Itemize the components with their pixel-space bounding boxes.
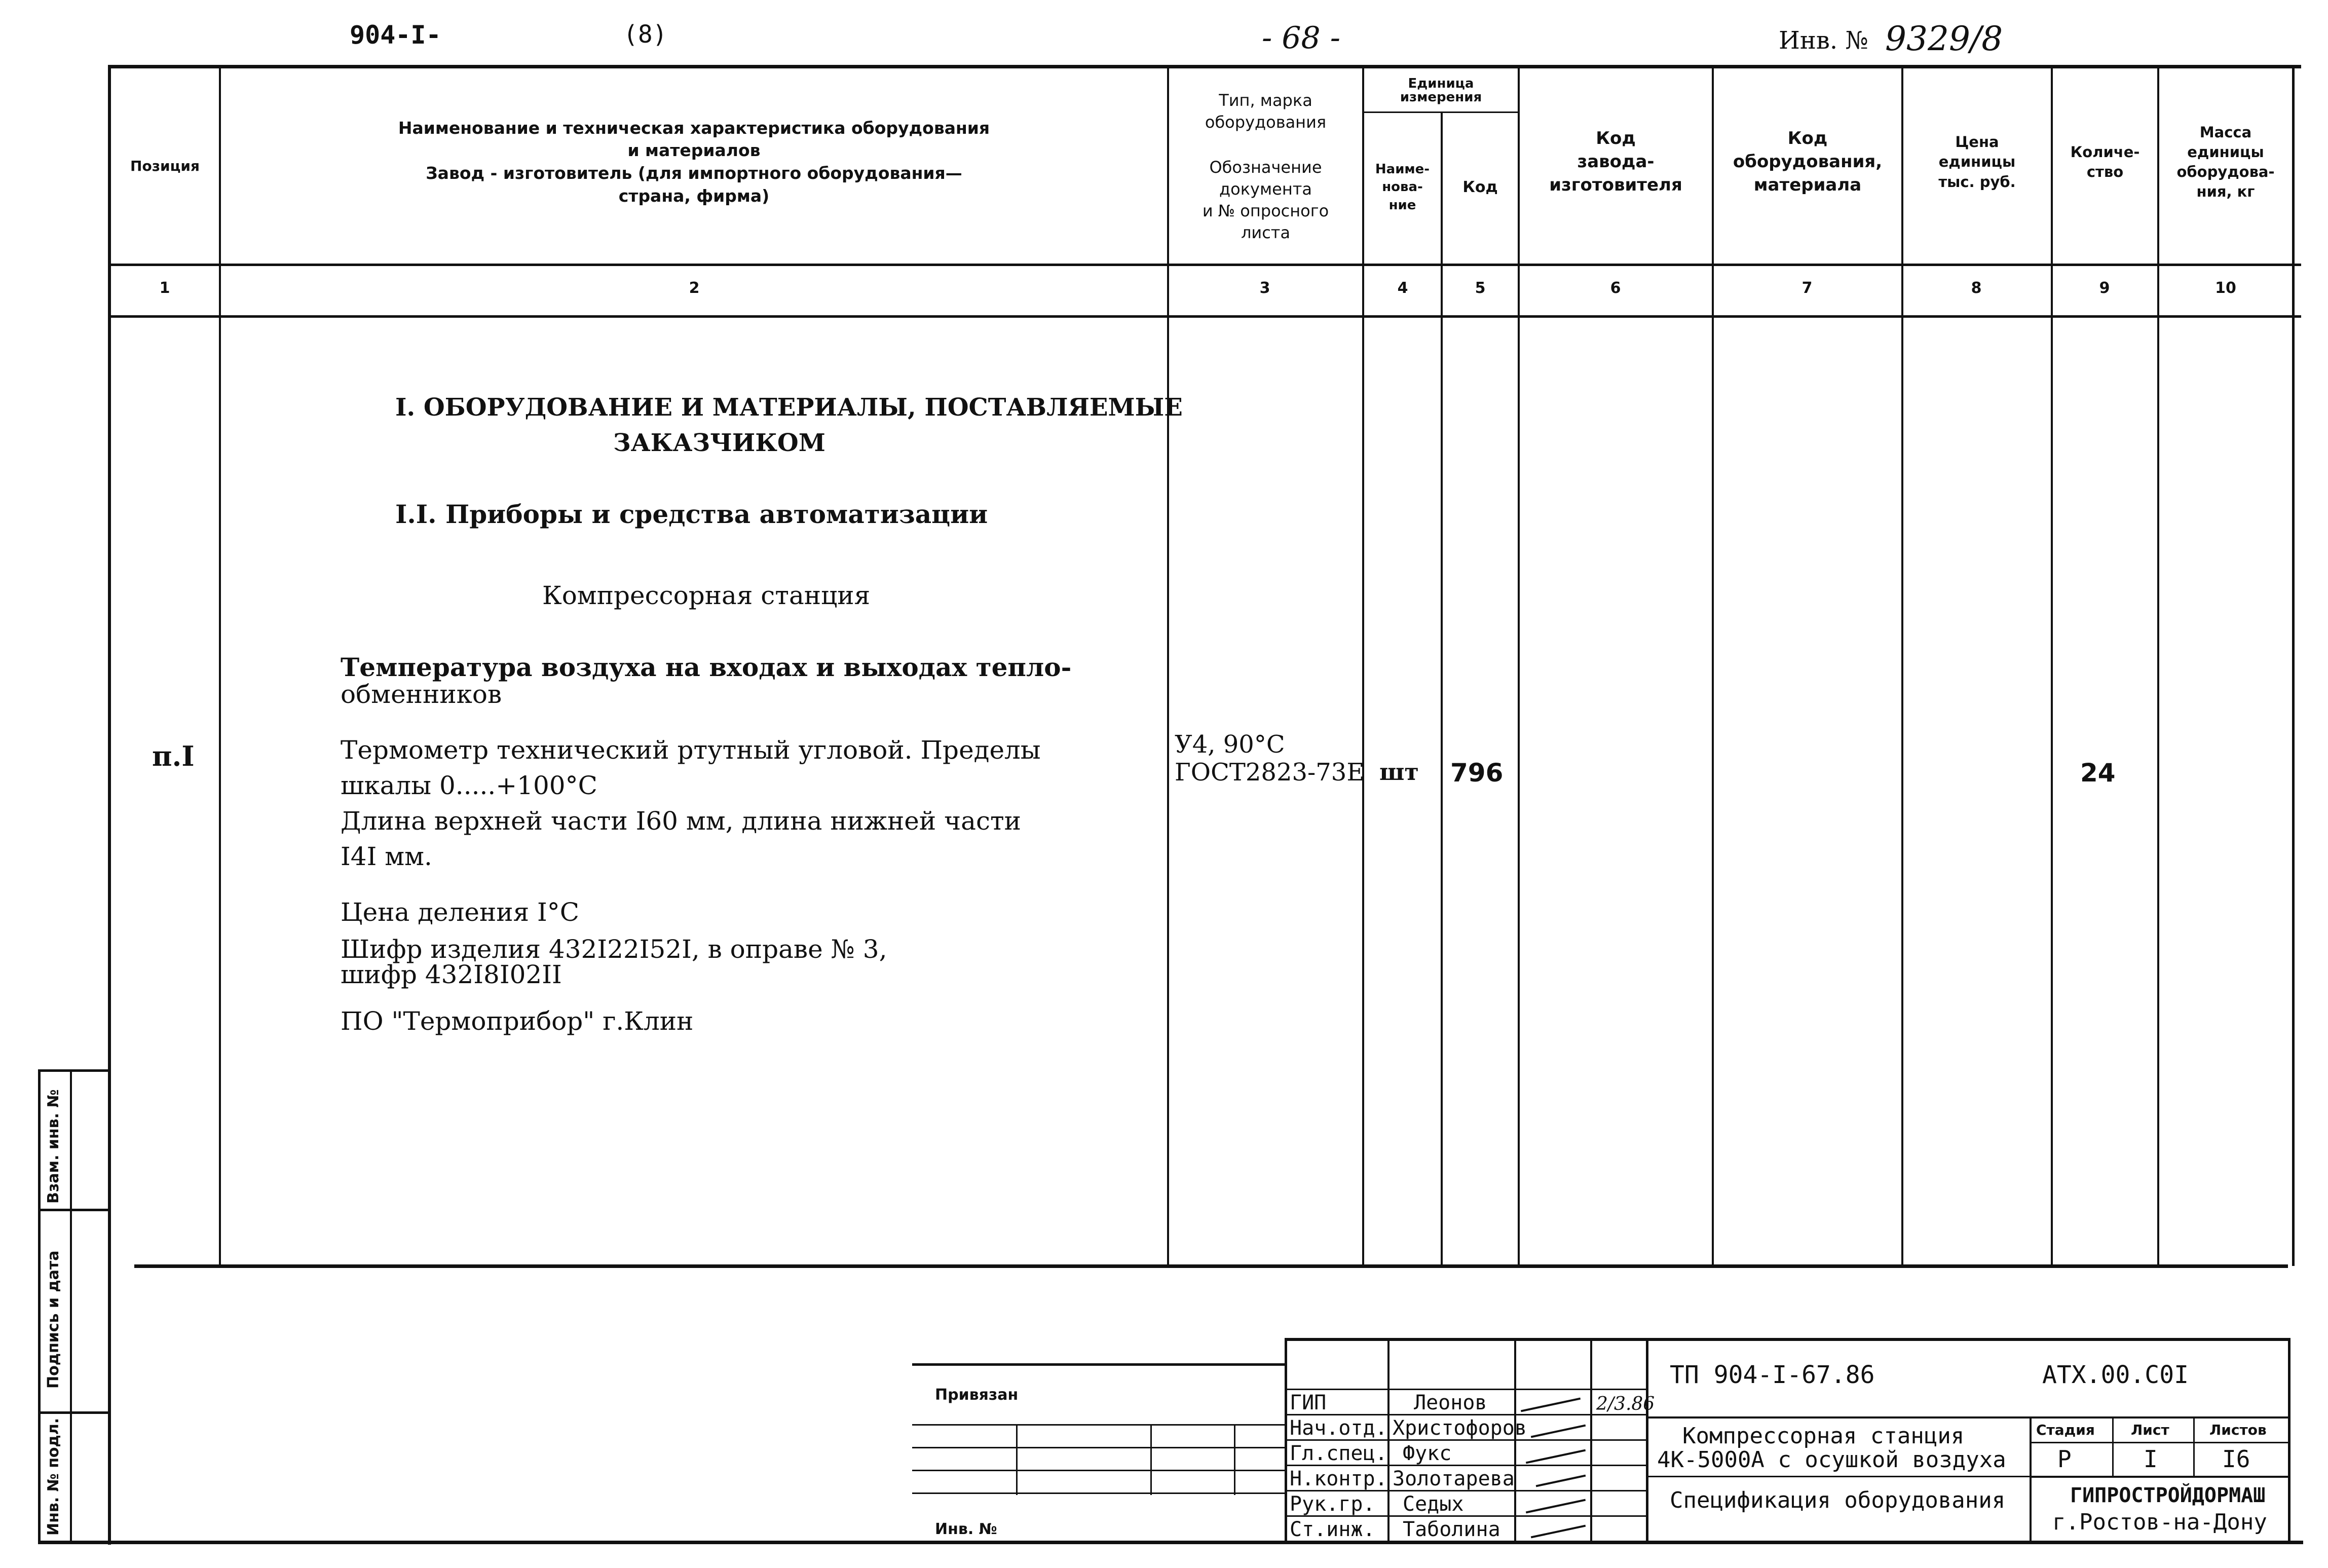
stage-row <box>2030 1442 2291 1443</box>
inventory-number: 9329/8 <box>1885 19 2003 58</box>
col-1-2 <box>219 65 221 1266</box>
person-name: Леонов <box>1414 1391 1487 1414</box>
col-number: 3 <box>1259 279 1270 297</box>
unit-group-divider <box>1362 111 1520 113</box>
col-5-6 <box>1518 65 1520 1266</box>
stage-value: Р <box>2057 1445 2072 1473</box>
side-stamp-left <box>38 1069 41 1543</box>
document-mark: АТХ.00.С0I <box>2042 1361 2189 1389</box>
group-title: Температура воздуха на входах и выходах тепло- <box>341 652 1072 682</box>
body-bottom-border <box>134 1264 2288 1268</box>
frame-right <box>2292 65 2295 1266</box>
stage-col <box>2112 1416 2114 1477</box>
col-9-10 <box>2157 65 2159 1266</box>
sheets-value: I6 <box>2222 1445 2250 1473</box>
sheet-value: I <box>2144 1445 2158 1473</box>
binding-row <box>912 1447 1287 1448</box>
signature-date-label: Подпись и дата <box>45 1250 62 1389</box>
type-designation: У4, 90°С <box>1175 730 1285 759</box>
role-label: Нач.отд. <box>1290 1416 1387 1440</box>
signature-mark <box>1521 1398 1581 1412</box>
item-description: шкалы 0.....+100°С <box>341 771 597 800</box>
original-inventory-label: Инв. № подл. <box>45 1417 62 1536</box>
sheet-title: Спецификация оборудования <box>1670 1487 2006 1513</box>
section-title: I. ОБОРУДОВАНИЕ И МАТЕРИАЛЫ, ПОСТАВЛЯЕМЫЕ <box>395 393 1183 422</box>
sig-row <box>1285 1389 1648 1390</box>
side-stamp-div2 <box>38 1411 109 1414</box>
unit-code: 796 <box>1450 758 1504 788</box>
person-name: Таболина <box>1403 1518 1500 1541</box>
header-maker-code: Код завода- изготовителя <box>1549 128 1682 195</box>
role-label: Гл.спец. <box>1290 1442 1387 1465</box>
frame-left <box>108 65 111 1545</box>
col-3-4 <box>1362 65 1364 1266</box>
role-label: ГИП <box>1290 1391 1327 1414</box>
quantity-value: 24 <box>2080 758 2116 788</box>
subsection-title: I.I. Приборы и средства автоматизации <box>395 499 988 529</box>
side-stamp-mid <box>70 1069 72 1543</box>
document-code: ТП 904-I-67.86 <box>1670 1361 1875 1389</box>
manufacturer: ПО "Термоприбор" г.Клин <box>341 1006 694 1036</box>
stage-col <box>2193 1416 2195 1477</box>
binding-row <box>912 1492 1287 1494</box>
header-bottom-border <box>109 264 2301 266</box>
stage-row <box>2030 1476 2291 1478</box>
header-document: Обозначение документа и № опросного листа <box>1202 157 1329 243</box>
sheets-label: Листов <box>2209 1422 2267 1438</box>
approval-date: 2/3.86 <box>1596 1394 1655 1414</box>
col-8-9 <box>2051 65 2053 1266</box>
side-stamp-div1 <box>38 1209 109 1211</box>
sheet-number-paren: (8) <box>623 20 667 49</box>
numbers-bottom-border <box>109 315 2301 318</box>
sheet-label: Лист <box>2131 1422 2169 1438</box>
binding-col <box>1016 1424 1018 1495</box>
position-number: п.I <box>152 740 195 772</box>
binding-col <box>1234 1424 1235 1495</box>
role-label: Рук.гр. <box>1290 1492 1375 1516</box>
header-equipment-code: Код оборудования, материала <box>1733 128 1883 195</box>
table-top-border <box>109 65 2301 68</box>
stage-label: Стадия <box>2036 1422 2095 1438</box>
titleblock-top <box>1285 1338 2288 1341</box>
header-unit-mass: Масса единицы оборудова- ния, кг <box>2176 123 2275 201</box>
person-name: Золотарева <box>1393 1467 1515 1490</box>
col-number: 6 <box>1610 279 1621 297</box>
binding-row <box>912 1470 1287 1471</box>
role-label: Ст.инж. <box>1290 1518 1375 1541</box>
signature-mark <box>1526 1499 1586 1514</box>
title-row <box>1646 1476 2031 1477</box>
person-name: Седых <box>1403 1492 1464 1516</box>
header-position: Позиция <box>130 157 200 174</box>
col-4-5 <box>1441 111 1443 1266</box>
person-name: Фукс <box>1403 1442 1452 1465</box>
col-6-7 <box>1712 65 1714 1266</box>
item-description: шифр 432I8I02II <box>341 960 562 989</box>
item-description: Термометр технический ртутный угловой. Пределы <box>341 735 1041 765</box>
binding-inventory-label: Инв. № <box>935 1520 997 1538</box>
item-description: I4I мм. <box>341 842 432 871</box>
series-code: 904-I- <box>350 20 441 50</box>
col-number: 8 <box>1971 279 1982 297</box>
item-description: Длина верхней части I60 мм, длина нижней части <box>341 806 1021 836</box>
col-7-8 <box>1901 65 1903 1266</box>
person-name: Христофоров <box>1393 1416 1527 1440</box>
binding-col <box>1150 1424 1152 1495</box>
item-description: Цена деления I°С <box>341 898 580 927</box>
signature-mark <box>1531 1525 1586 1539</box>
side-stamp-top <box>38 1069 109 1072</box>
header-name: Наименование и техническая характеристика оборудования и материалов Завод - изготовитель (для импортного оборудования— страна, фирма) <box>398 118 990 206</box>
station-title: Компрессорная станция <box>542 581 871 610</box>
page-bottom-border <box>38 1541 2303 1544</box>
unit-name: шт <box>1379 758 1419 786</box>
col-number: 10 <box>2215 279 2236 297</box>
organization-city: г.Ростов-на-Дону <box>2052 1509 2267 1535</box>
col-number: 2 <box>689 279 700 297</box>
col-number: 9 <box>2099 279 2110 297</box>
role-label: Н.контр. <box>1290 1467 1387 1490</box>
stage-block-left <box>2030 1416 2032 1543</box>
inventory-label: Инв. № <box>1779 26 1868 55</box>
header-unit-price: Цена единицы тыс. руб. <box>1938 133 2016 191</box>
signature-mark <box>1526 1449 1586 1464</box>
project-title: 4К-5000А с осушкой воздуха <box>1657 1447 2006 1473</box>
binding-label: Привязан <box>935 1386 1019 1404</box>
header-quantity: Количе- ство <box>2070 143 2140 180</box>
header-unit-code: Код <box>1462 178 1498 196</box>
project-title: Компрессорная станция <box>1682 1423 1965 1449</box>
item-description: Шифр изделия 432I22I52I, в оправе № 3, <box>341 935 887 964</box>
page-number: - 68 - <box>1262 20 1341 56</box>
header-unit-name: Наиме- нова- ние <box>1375 162 1430 213</box>
col-number: 5 <box>1475 279 1486 297</box>
standard-designation: ГОСТ2823-73Е <box>1175 758 1365 787</box>
group-title-cont: обменников <box>341 680 502 709</box>
binding-row <box>912 1424 1287 1426</box>
signature-mark <box>1531 1425 1586 1438</box>
col-number: 1 <box>159 279 170 297</box>
header-unit-group: Единица измерения <box>1400 76 1482 105</box>
binding-block-top <box>912 1363 1287 1366</box>
organization-name: ГИПРОСТРОЙДОРМАШ <box>2070 1484 2266 1507</box>
header-type: Тип, марка оборудования <box>1205 90 1327 132</box>
section-title-cont: ЗАКАЗЧИКОМ <box>613 429 825 457</box>
replacement-inventory-label: Взам. инв. № <box>45 1089 62 1204</box>
col-number: 7 <box>1801 279 1813 297</box>
signature-mark <box>1536 1475 1586 1487</box>
titleblock-right <box>2288 1338 2291 1543</box>
col-number: 4 <box>1397 279 1408 297</box>
